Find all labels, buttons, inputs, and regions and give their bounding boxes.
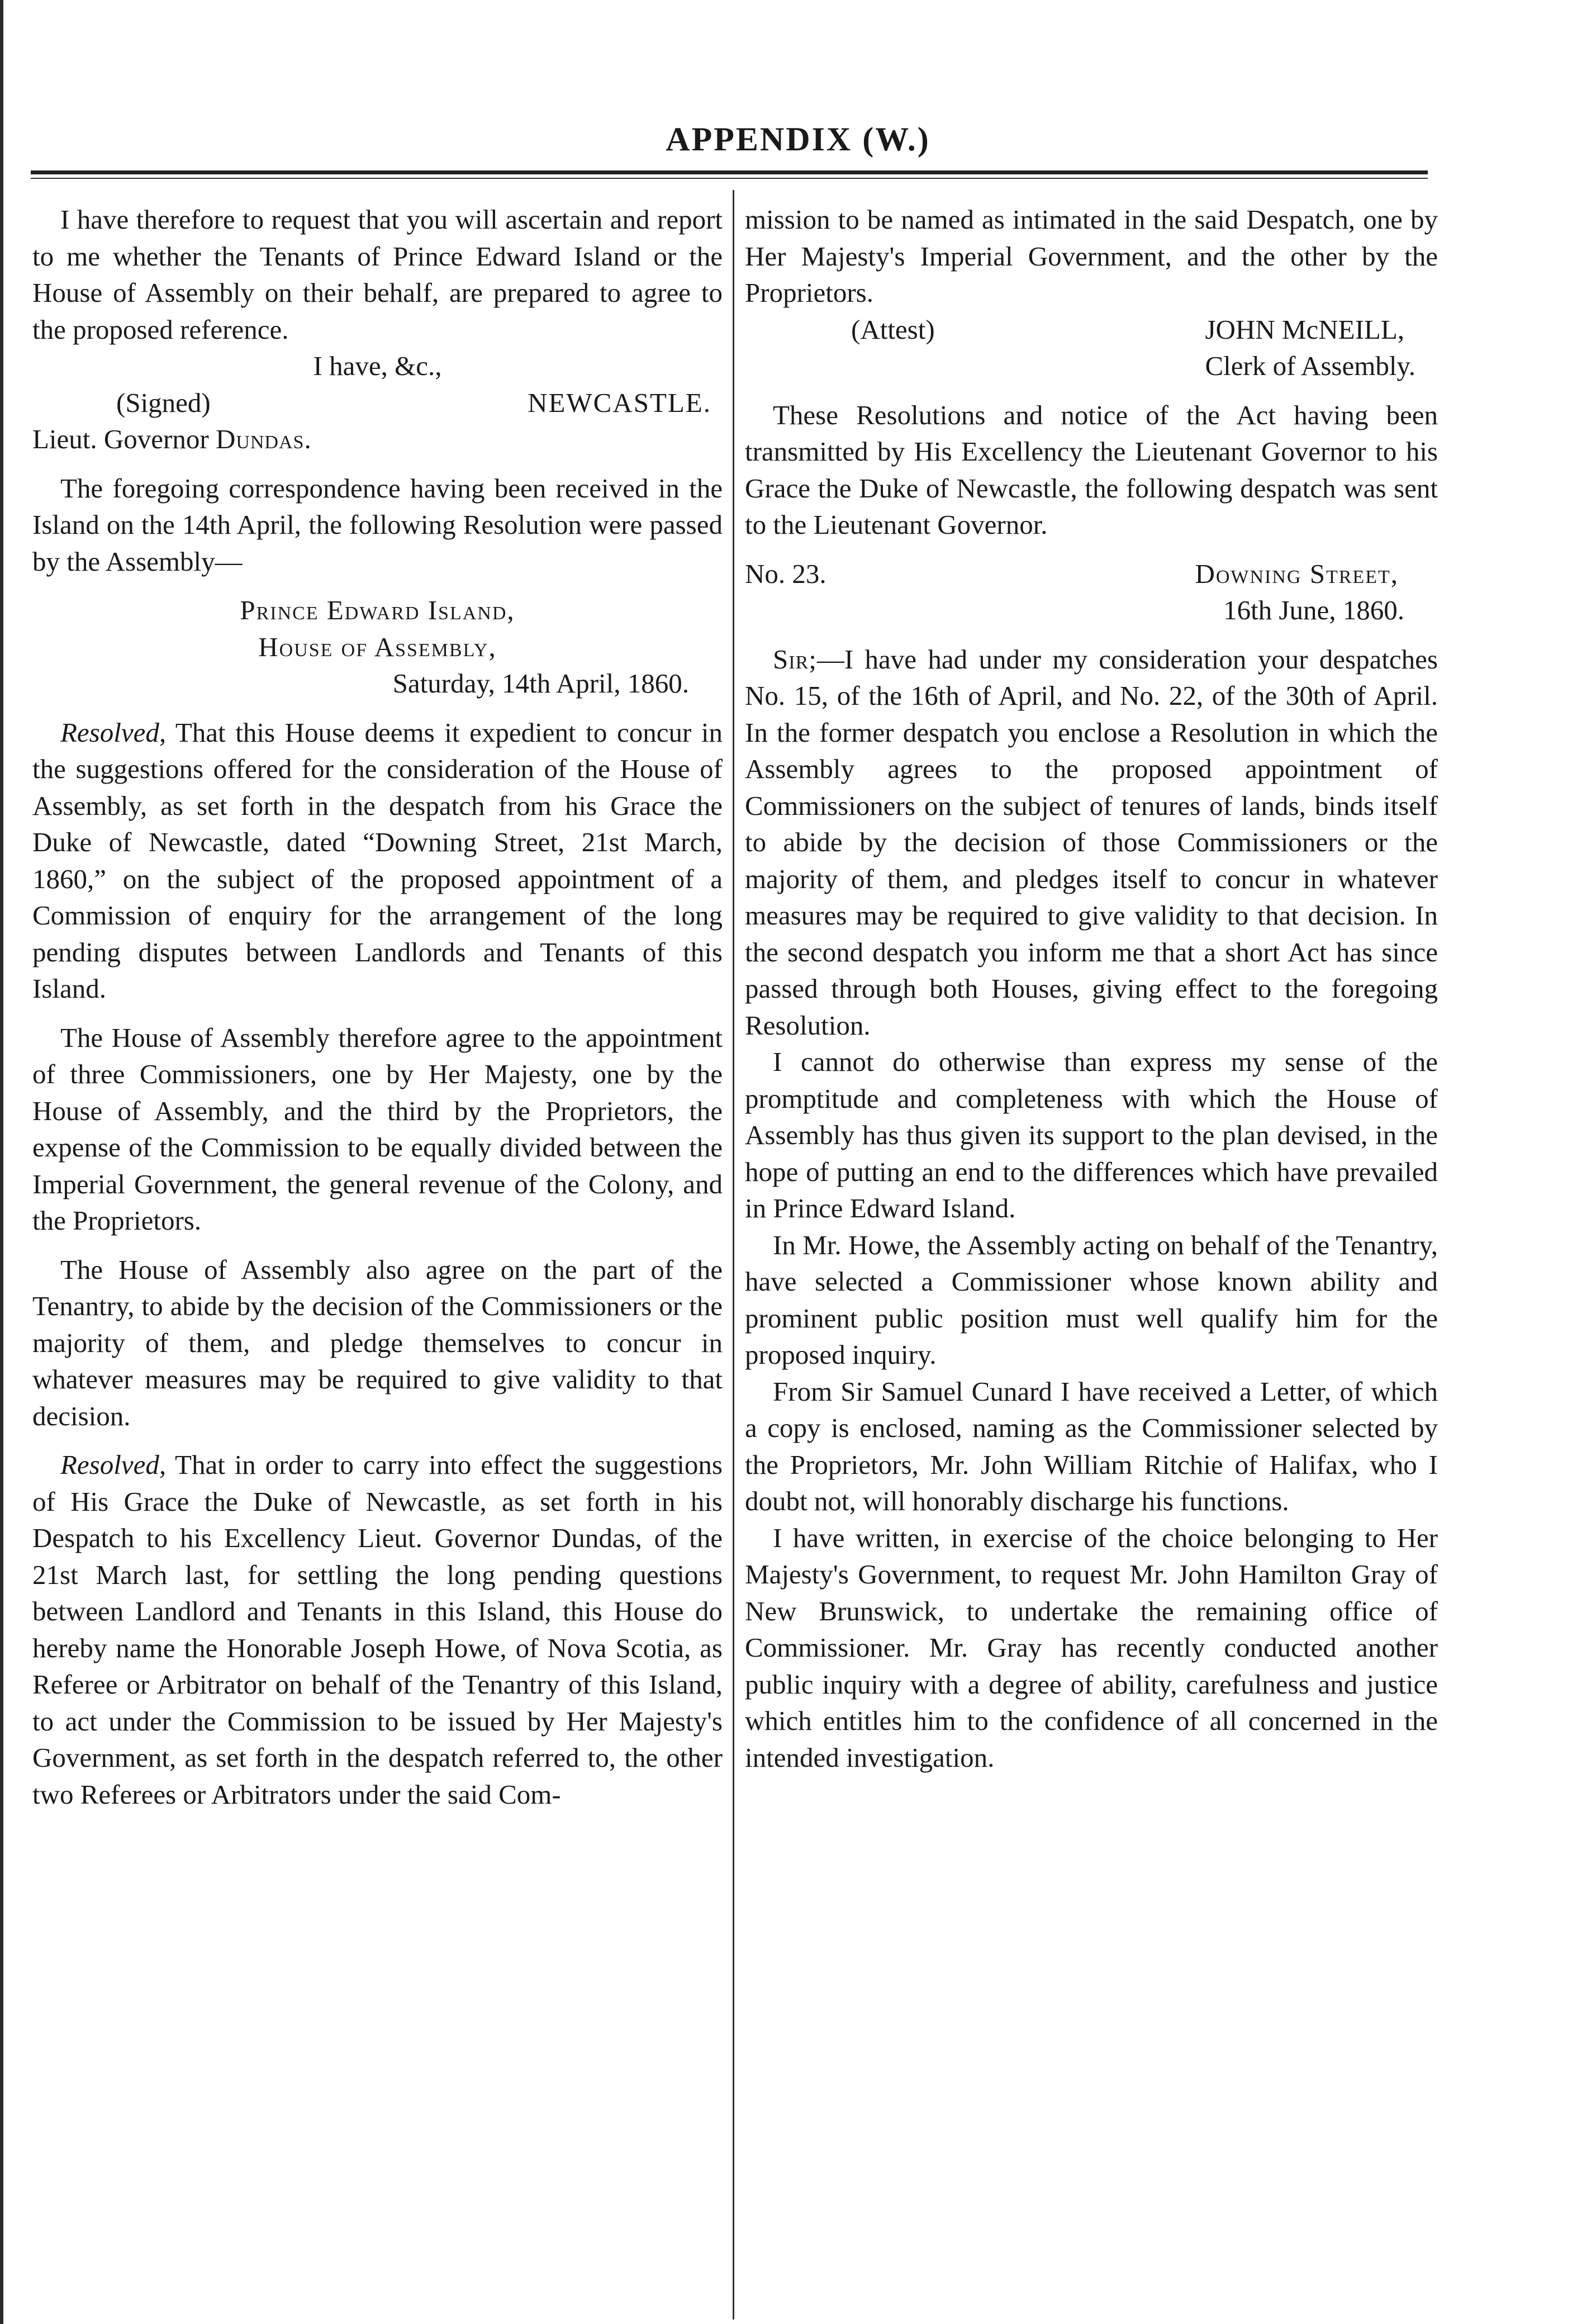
page-edge-line [0, 0, 3, 2324]
resolution-1-text: That this House deems it expedient to concur in the suggestions offered for the consideration of the House of Assembly, as set forth in the despatch from his Grace the Duke of Newcastle, dated “Downing Street, 21st March, 1860,” on the subject of the proposed appointment of a Commission of enquiry for the arrangement of the long pending disputes between Landlords and Tenants of this Island. [32, 717, 723, 1004]
clerk-name: JOHN McNEILL, [1205, 314, 1404, 345]
despatch-date: 16th June, 1860. [1223, 595, 1404, 625]
right-paragraph-continuation: mission to be named as intimated in the said Despatch, one by Her Majesty's Imperial Government, and the other by the Proprietors. [745, 204, 1438, 308]
despatch-number: No. 23. [745, 558, 826, 589]
resolution-2-text: That in order to carry into effect the suggestions of His Grace the Duke of Newcastle, as set forth in his Despatch to his Excellency Lieut. Governor Dundas, of the 21st March last, for settling the long pending questions between Landlord and Tenants in this Island, this House do hereby name the Honorable Joseph Howe, of Nova Scotia, as Referee or Arbitrator on behalf of the Tenantry of this Island, to act under the Commission to be issued by Her Majesty's Government, as set forth in the despatch referred to, the other two Referees or Arbitrators under the said Com- [32, 1449, 723, 1810]
signer-name: NEWCASTLE. [528, 387, 711, 418]
left-resolution-1 [32, 714, 723, 1007]
left-paragraph-tenantry: The House of Assembly also agree on the part of the Tenantry, to abide by the decision of the Commissioners or the majority of them, and pledge themselves to concur in whatever measures may be required to give validity to that decision. [32, 1254, 723, 1431]
salutation: Sir; [773, 643, 817, 675]
left-resolution-2 [32, 1446, 723, 1813]
left-paragraph-commissioners: The House of Assembly therefore agree to the appointment of three Commissioners, one by Her Majesty, one by the House of Assembly, and the third by the Proprietors, the expense of the Commission to be equally divided between the Imperial Government, the general revenue of the Colony, and the Proprietors. [32, 1022, 723, 1236]
header-rule-thin [31, 178, 1428, 179]
left-addressee [32, 421, 723, 458]
right-paragraph-transmitted: These Resolutions and notice of the Act having been transmitted by His Excellency the Lieutenant Governor to his Grace the Duke of Newcastle, the following despatch was sent to the Lieutenant Governor. [745, 399, 1438, 540]
right-column [745, 201, 1438, 1776]
resolution-1-label: Resolved, [60, 717, 167, 748]
left-column [32, 201, 723, 1813]
right-paragraph-cunard: From Sir Samuel Cunard I have received a Letter, of which a copy is enclosed, naming as the Commissioner selected by the Proprietors, Mr. John William Ritchie of Halifax, who I doubt not, will honorably discharge his functions. [745, 1376, 1438, 1516]
addressee-prefix: Lieut. Governor [32, 424, 209, 454]
place-heading: Prince Edward Island, [240, 595, 515, 625]
left-signature-line [32, 385, 723, 421]
right-paragraph-sir [745, 641, 1438, 1044]
despatch-address-line [745, 556, 1438, 592]
addressee-name: Dundas. [215, 424, 312, 454]
sir-text: —I have had under my consideration your despatches No. 15, of the 16th of April, and No. 22, of the 30th of April. In the former despatch you enclose a Resolution in which the Assembly agrees to the proposed appointment of Commissioners on the subject of tenures of lands, binds itself to abide by the decision of those Commissioners or the majority of them, and pledges itself to concur in whatever measures may be required to give validity to that decision. In the second despatch you inform me that a short Act has since passed through both Houses, giving effect to the foregoing Resolution. [745, 643, 1438, 1041]
attest-line [745, 311, 1438, 348]
clerk-title: Clerk of Assembly. [1205, 350, 1416, 381]
page-header-title: APPENDIX (W.) [666, 121, 930, 158]
despatch-street: Downing Street, [1195, 558, 1399, 589]
right-paragraph-howe: In Mr. Howe, the Assembly acting on behalf of the Tenantry, have selected a Commissioner whose known ability and prominent public position must well qualify him for the proposed inquiry. [745, 1229, 1438, 1370]
header-rule-thick [31, 170, 1428, 174]
left-closing: I have, &c., [313, 350, 442, 381]
left-paragraph-foregoing: The foregoing correspondence having been received in the Island on the 14th April, the following Resolution were passed by the Assembly— [32, 472, 723, 577]
resolution-2-label: Resolved, [60, 1449, 167, 1480]
signed-label: (Signed) [116, 387, 211, 418]
assembly-heading: House of Assembly, [258, 631, 497, 662]
column-divider [733, 190, 734, 2320]
right-paragraph-sense: I cannot do otherwise than express my sense of the promptitude and completeness with which the House of Assembly has thus given its support to the plan devised, in the hope of putting an end to the differences which have prevailed in Prince Edward Island. [745, 1046, 1438, 1223]
assembly-date: Saturday, 14th April, 1860. [392, 668, 689, 699]
left-paragraph-request: I have therefore to request that you will ascertain and report to me whether the Tenants of Prince Edward Island or the House of Assembly on their behalf, are prepared to agree to the proposed reference. [32, 204, 723, 345]
right-paragraph-gray: I have written, in exercise of the choice belonging to Her Majesty's Government, to request Mr. John Hamilton Gray of New Brunswick, to undertake the remaining office of Commissioner. Mr. Gray has recently conducted another public inquiry with a degree of ability, carefulness and justice which entitles him to the confidence of all concerned in the intended investigation. [745, 1522, 1438, 1773]
attest-label: (Attest) [851, 314, 935, 345]
